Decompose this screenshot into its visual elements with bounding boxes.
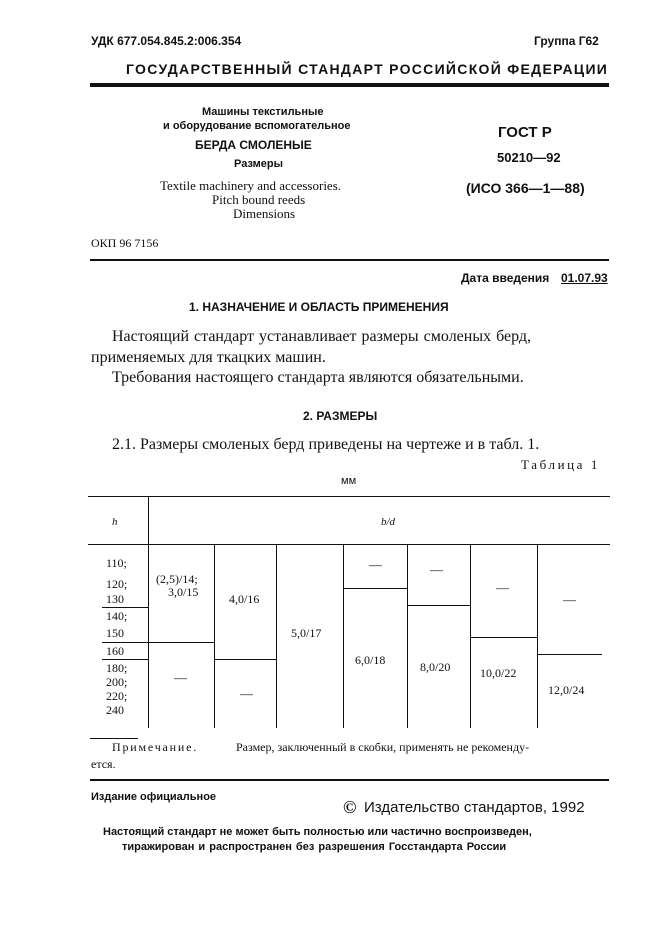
h-value: 180; — [106, 661, 128, 675]
header-rule — [90, 83, 609, 87]
bd-value: 6,0/18 — [355, 653, 386, 667]
edition-official: Издание официальное — [91, 791, 217, 803]
title-rule — [90, 259, 609, 261]
en-title-line3: Dimensions — [233, 206, 296, 221]
h-value: 220; — [106, 689, 128, 703]
empty-dash: — — [430, 562, 443, 577]
note-line2: ется. — [91, 757, 116, 771]
empty-dash: — — [240, 686, 253, 701]
note-rule — [90, 738, 138, 739]
h-value: 110; — [106, 556, 127, 570]
bd-value: (2,5)/14; — [156, 572, 198, 586]
publisher: Издательство стандартов, 1992 — [364, 799, 585, 816]
bd-separator — [149, 642, 214, 643]
h-value: 150 — [106, 626, 124, 640]
rights-line2: тиражирован и распространен без разрешения Госстандарта России — [122, 841, 507, 853]
bd-separator — [215, 659, 276, 660]
note-line1: Размер, заключенный в скобки, применять не рекоменду- — [236, 740, 530, 754]
h-group-separator — [102, 642, 148, 643]
table-caption: Таблица 1 — [521, 457, 600, 472]
h-value: 200; — [106, 675, 128, 689]
h-value: 140; — [106, 609, 128, 623]
bd-value: 8,0/20 — [420, 660, 451, 674]
date-label: Дата введения — [461, 271, 550, 285]
h-value: 160 — [106, 644, 124, 658]
section1-para1-line2: применяемых для ткацких машин. — [91, 349, 326, 366]
bd-separator — [408, 605, 470, 606]
bd-separator — [344, 588, 407, 589]
table-col-divider — [407, 545, 408, 728]
h-value: 120; — [106, 577, 128, 591]
bd-value: 10,0/22 — [480, 666, 517, 680]
table-header-border — [88, 544, 610, 545]
empty-dash: — — [496, 580, 509, 595]
group-code: Группа Г62 — [534, 34, 599, 48]
state-standard-title: ГОСУДАРСТВЕННЫЙ СТАНДАРТ РОССИЙСКОЙ ФЕДЕРАЦИИ — [126, 61, 609, 77]
h-value: 240 — [106, 703, 124, 717]
en-title-line2: Pitch bound reeds — [212, 192, 306, 207]
ru-title-line1: Машины текстильные — [202, 106, 324, 118]
date-value: 01.07.93 — [561, 271, 608, 285]
table-col-divider — [276, 545, 277, 728]
bd-separator — [538, 654, 602, 655]
section1-para1-line1: Настоящий стандарт устанавливает размеры смоленых берд, — [112, 328, 532, 345]
table-col-divider — [343, 545, 344, 728]
en-title-line1: Textile machinery and accessories. — [160, 178, 342, 193]
table-top-border — [88, 496, 610, 497]
gost-number: 50210—92 — [497, 150, 561, 165]
footer-rule — [90, 779, 609, 781]
empty-dash: — — [563, 592, 576, 607]
table-unit: мм — [341, 475, 357, 487]
iso-reference: (ИСО 366—1—88) — [466, 180, 585, 196]
table-col-divider — [537, 545, 538, 728]
bd-separator — [471, 637, 537, 638]
table-col-divider — [214, 545, 215, 728]
col-header-bd: b/d — [381, 516, 396, 528]
note-label: Примечание. — [112, 740, 199, 754]
udc-code: УДК 677.054.845.2:006.354 — [91, 34, 242, 48]
col-header-h: h — [112, 516, 118, 528]
bd-value: 12,0/24 — [548, 683, 585, 697]
bd-value: 4,0/16 — [229, 592, 260, 606]
ru-title-line2: и оборудование вспомогательное — [163, 120, 351, 132]
empty-dash: — — [369, 557, 382, 572]
h-value: 130 — [106, 592, 124, 606]
empty-dash: — — [174, 670, 187, 685]
ru-main-title: БЕРДА СМОЛЕНЫЕ — [195, 138, 312, 152]
section1-para2: Требования настоящего стандарта являются обязательными. — [112, 369, 524, 386]
table-col-divider — [148, 497, 149, 728]
section1-heading: 1. НАЗНАЧЕНИЕ И ОБЛАСТЬ ПРИМЕНЕНИЯ — [189, 300, 449, 314]
gost-label: ГОСТ Р — [498, 124, 552, 141]
ru-subtitle: Размеры — [234, 158, 284, 170]
rights-line1: Настоящий стандарт не может быть полностью или частично воспроизведен, — [103, 826, 532, 838]
copyright-icon: © — [343, 797, 357, 817]
section2-heading: 2. РАЗМЕРЫ — [303, 409, 378, 423]
h-group-separator — [102, 607, 148, 608]
h-group-separator — [102, 659, 148, 660]
okp-code: ОКП 96 7156 — [91, 236, 159, 250]
bd-value: 5,0/17 — [291, 626, 322, 640]
bd-value: 3,0/15 — [168, 585, 199, 599]
section2-para: 2.1. Размеры смоленых берд приведены на чертеже и в табл. 1. — [112, 436, 540, 453]
